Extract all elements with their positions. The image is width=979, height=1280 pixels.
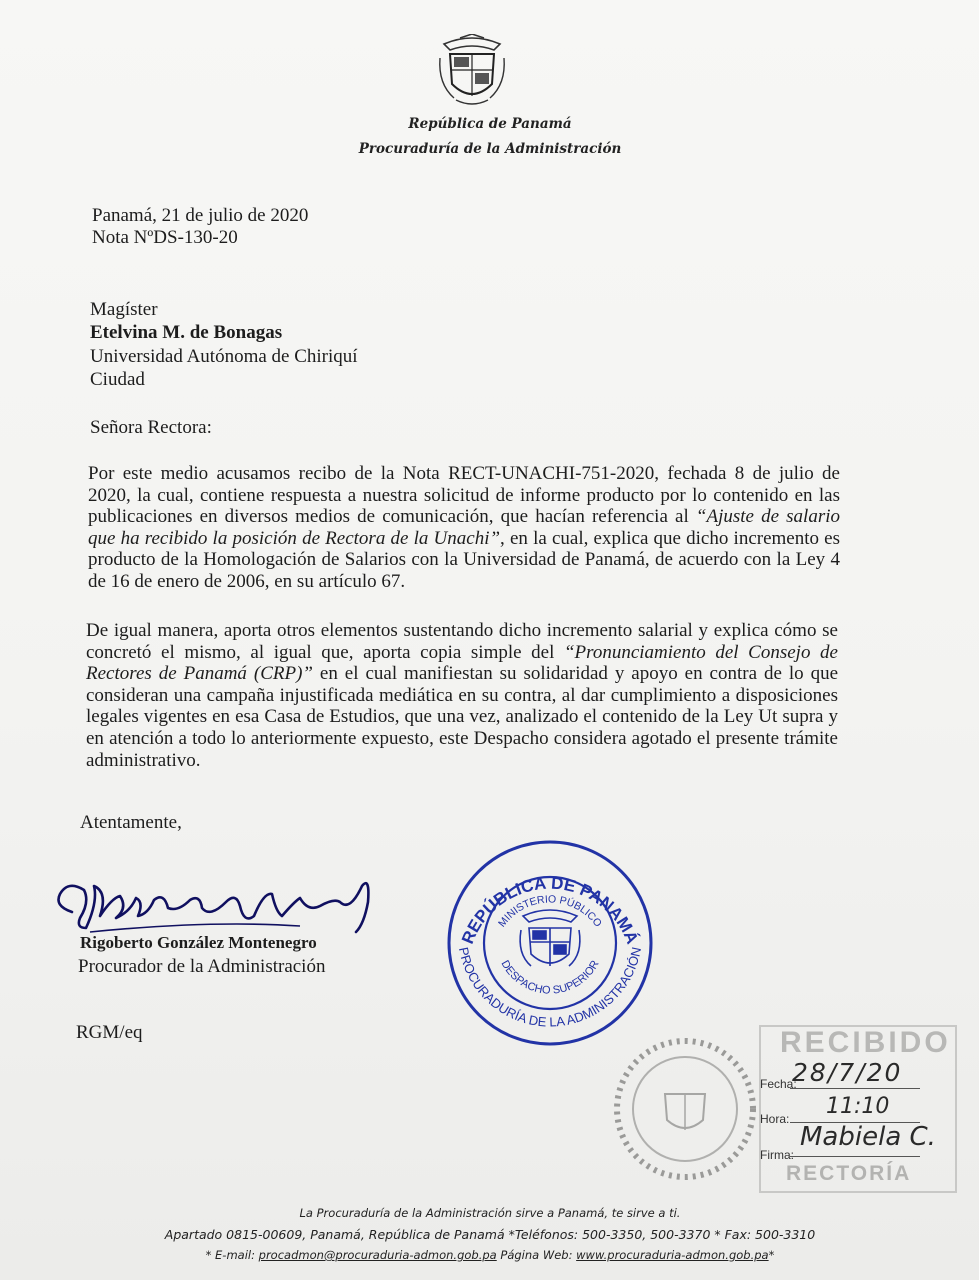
institution-name: Procuraduría de la Administración [358,141,622,157]
received-office: RECTORÍA [786,1162,912,1185]
recipient-institution: Universidad Autónoma de Chiriquí [90,346,358,367]
received-sign-label: Firma: [760,1148,794,1162]
sign-line [790,1156,920,1157]
received-sign-value: Mabiela C. [800,1122,936,1152]
received-time-label: Hora: [760,1112,790,1126]
email-label: * E-mail: [205,1248,255,1262]
received-stamp-title: RECIBIDO [780,1026,951,1059]
received-date-label: Fecha: [760,1077,797,1091]
quoted-title: “Ajuste de salario que ha recibido la posición de Rectora de la Unachi” [88,506,841,549]
recipient-title: Magíster [90,299,158,320]
official-seal [445,838,655,1048]
footer-address: Apartado 0815-00609, Panamá, República de Panamá *Teléfonos: 500-3350, 500-3370 * Fax: 500-3310 [164,1227,816,1242]
seal-crest-icon [520,910,580,966]
received-time-value: 11:10 [826,1094,890,1119]
footer-motto: La Procuraduría de la Administración sirve a Panamá, te sirve a ti. [299,1206,681,1220]
body-text: en el cual manifiestan su solidaridad y apoyo en contra de lo que consideran una campaña injustificada mediática en su contra, al dar cumplimiento a disposiciones legales vigentes en esa Casa de Estudios, que una vez, analizado el contenido de la Ley Ut supra y en atención a todo lo anteriormente expuesto, este Despacho considera agotado el presente trámite administrativo. [86,663,839,771]
recipient-name: Etelvina M. de Bonagas [90,322,283,343]
body-text: Por este medio acusamos recibo de la Nota RECT-UNACHI-751-2020, fechada 8 de julio de 2020, la cual, contiene respuesta a nuestra solicitud de informe producto por lo contenido en las publicaciones en diversos medios de comunicación, que hacían referencia al [88,463,840,528]
seal-outer-bottom: PROCURADURÍA DE LA ADMINISTRACIÓN [455,945,645,1030]
seal-inner-top: MINISTERIO PÚBLICO [496,893,604,930]
web-suffix: * [768,1248,775,1262]
closing: Atentamente, [80,812,182,833]
note-number: Nota NºDS-130-20 [92,227,238,248]
signer-name: Rigoberto González Montenegro [80,933,317,952]
signer-role: Procurador de la Administración [78,956,326,977]
embossed-stamp [610,1034,760,1184]
salutation: Señora Rectora: [90,417,212,438]
web-label: Página Web: [500,1248,573,1262]
body-text: De igual manera, aporta otros elementos sustentando dicho incremento salarial y explica cómo se concretó el mismo, al igual que, aporta copia simple del [86,620,838,663]
quoted-title: “Pronunciamiento del Consejo de Rectores de Panamá (CRP)” [86,641,838,685]
seal-inner-bottom: DESPACHO SUPERIOR [498,958,602,997]
body-paragraph-1 [88,463,840,593]
body-paragraph-2 [86,620,838,771]
body-text: , en la cual, explica que dicho incremento es producto de la Homologación de Salarios con la Universidad de Panamá, de acuerdo con la Ley 4 de 16 de enero de 2006, en su artículo 67. [88,527,840,592]
seal-outer-top: REPÚBLICA DE PANAMÁ [458,873,642,947]
received-date-value: 28/7/20 [792,1058,903,1087]
email-link[interactable]: procadmon@procuraduria-admon.gob.pa [258,1248,497,1262]
letter-date: Panamá, 21 de julio de 2020 [92,205,309,226]
recipient-city: Ciudad [90,369,145,390]
institution-country: República de Panamá [408,116,572,132]
footer-contact [100,1248,880,1262]
reference-initials: RGM/eq [76,1022,143,1043]
website-link[interactable]: www.procuraduria-admon.gob.pa [576,1248,769,1262]
date-line [790,1088,920,1089]
coat-of-arms-icon [436,34,508,110]
